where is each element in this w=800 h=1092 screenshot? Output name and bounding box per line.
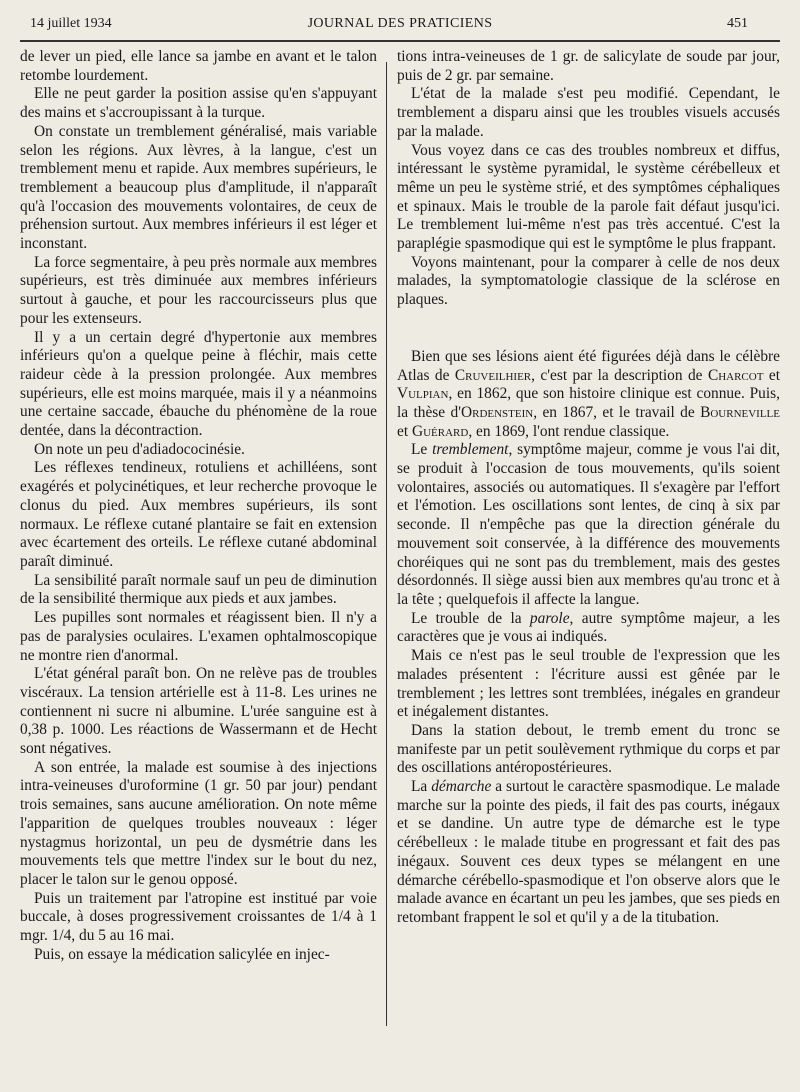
column-divider	[386, 62, 387, 1026]
paragraph: On note un peu d'adiadococinésie.	[34, 440, 245, 458]
journal-title: JOURNAL DES PRATICIENS	[307, 16, 493, 31]
page-header	[0, 0, 800, 40]
paragraph: La sensibilité paraît normale sauf un peu de diminution de la sensibilité thermique aux pieds et aux jambes.	[20, 571, 377, 608]
right-column	[397, 48, 780, 928]
paragraph: de lever un pied, elle lance sa jambe en avant et le talon retombe lourdement.	[20, 48, 377, 84]
paragraph-parole: Le trouble de la parole, autre symptôme majeur, a les caractères que je vous ai indiqués.	[397, 609, 780, 646]
paragraph: Puis, on essaye la médication salicylée en injec-	[34, 945, 330, 963]
paragraph: L'état de la malade s'est peu modifié. Cependant, le tremblement a disparu ainsi que les troubles visuels accusés par la malade.	[397, 85, 780, 140]
paragraph: Les réflexes tendineux, rotuliens et achilléens, sont exagérés et polycinétiques, et leur recherche provoque le clonus du pied. Aux membres supérieurs, ils sont normaux. Le réflexe cutané plantaire se fait en extension avec écartement des orteils. Le réflexe cutané abdominal paraît diminué.	[20, 459, 377, 570]
paragraph: L'état général paraît bon. On ne relève pas de troubles viscéraux. La tension artérielle est à 11-8. Les urines ne contiennent ni sucre ni albumine. L'urée sanguine est à 0,38 p. 1000. Les réactions de Wassermann et de Hecht sont négatives.	[20, 665, 377, 758]
author-name: Bourneville	[700, 403, 780, 421]
paragraph: A son entrée, la malade est soumise à des injections intra-veineuses d'uroformine (1 gr. 50 par jour) pendant trois semaines, sans aucune amélioration. On note même l'apparition de quelques troubles nouveaux : léger nystagmus horizontal, un peu de dysmétrie dans les mouvements tels que mettre l'index sur le bout du nez, placer le talon sur le genou opposé.	[20, 758, 377, 888]
paragraph: Les pupilles sont normales et réagissent bien. Il n'y a pas de paralysies oculaires. L'examen ophtalmoscopique ne montre rien d'anormal.	[20, 609, 377, 664]
paragraph-history: Bien que ses lésions aient été figurées déjà dans le célèbre Atlas de Cruveilhier, c'est par la description de Charcot et Vulpian, en 1862, que son histoire clinique est connue. Puis, la thèse d'Ordenstein, en 1867, et le travail de Bourneville et Guérard, en 1869, l'ont rendue classique.	[397, 347, 780, 440]
paragraph: Puis un traitement par l'atropine est institué par voie buccale, à doses progressivement croissantes de 1/4 à 1 mgr. 1/4, du 5 au 16 mai.	[20, 889, 377, 945]
header-rule	[20, 40, 780, 42]
author-name: Cruveilhier	[454, 366, 532, 384]
paragraph: Il y a un certain degré d'hypertonie aux membres inférieurs qu'on a quelque peine à fléchir, mais cette raideur cède à la pression prolongée. Aux membres supérieurs, elle est moins marquée, mais il y a néanmoins une certaine saccade, ébauche du phénomène de la roue dentée, dans la décontraction.	[20, 328, 377, 440]
keyword: parole	[529, 609, 570, 627]
left-column	[20, 48, 377, 964]
author-name: Vulpian	[397, 385, 449, 403]
paragraph-demarche: La démarche a surtout le caractère spasmodique. Le malade marche sur la pointe des pieds, il fait des pas courts, inégaux et se dandine. Un autre type de démarche est le type cérébelleux : le malade titube en progressant et fait des pas inégaux. Souvent ces deux types se mélangent en une démarche cérébello-spasmodique et l'on observe alors que le malade avance en écartant un peu les jambes, que ses pieds en retombant frappent le sol et qu'il y a de la titubation.	[397, 778, 780, 926]
paragraph: tions intra-veineuses de 1 gr. de salicylate de soude par jour, puis de 2 gr. par semaine.	[397, 48, 780, 84]
author-name: Guérard	[411, 422, 469, 440]
paragraph-tremblement: Le tremblement, symptôme majeur, comme je vous l'ai dit, se produit à l'occasion de tous mouvements, qu'ils soient volontaires, associés ou automatiques. Il s'exagère par l'effort et l'émotion. Les oscillations sont lentes, de cinq à six par seconde. Il n'empêche pas que la direction générale du mouvement soit conservée, à la différence des mouvements choréiques qui ne sont pas du tremblement, mais des gestes désordonnés. Il siège aussi bien aux membres qu'au tronc et à la tête ; quelquefois il affecte la langue.	[397, 441, 780, 608]
paragraph: Elle ne peut garder la position assise qu'en s'appuyant des mains et s'accroupissant à la turque.	[20, 85, 377, 122]
paragraph: Mais ce n'est pas le seul trouble de l'expression que les malades présentent : l'écriture aussi est gênée par le tremblement ; les lettres sont tremblées, inégales en grandeur et inégalement distantes.	[397, 647, 780, 721]
paragraph: On constate un tremblement généralisé, mais variable selon les régions. Aux lèvres, à la langue, c'est un tremblement menu et rapide. Aux membres supérieurs, le tremblement a beaucoup plus d'amplitude, il n'apparaît qu'à l'occasion des mouvements volontaires, de ceux de préhension surtout. Aux membres inférieurs il est léger et inconstant.	[20, 122, 377, 253]
paragraph: Voyons maintenant, pour la comparer à celle de nos deux malades, la symptomatologie classique de la sclérose en plaques.	[397, 253, 780, 309]
author-name: Ordenstein	[461, 403, 534, 421]
keyword: démarche	[431, 778, 492, 796]
paragraph: Vous voyez dans ce cas des troubles nombreux et diffus, intéressant le système pyramidal, le système cérébelleux et même un peu le système strié, et des symptômes céphaliques et spinaux. Mais le trouble de la parole fait défaut jusqu'ici. Le tremblement lui-même n'est pas très accentué. C'est la paraplégie spasmodique qui est le symptôme le plus frappant.	[397, 141, 780, 253]
header-date: 14 juillet 1934	[30, 16, 112, 31]
paragraph: La force segmentaire, à peu près normale aux membres supérieurs, est très diminuée aux membres inférieurs surtout à gauche, et pour les raccourcisseurs plus que pour les extenseurs.	[20, 253, 377, 327]
keyword: tremblement	[432, 441, 509, 459]
paragraph: Dans la station debout, le tremb ement du tronc se manifeste par un petit soulèvement rythmique du corps et par des oscillations antéropostérieures.	[397, 721, 780, 777]
author-name: Charcot	[707, 366, 764, 384]
page-number: 451	[727, 16, 748, 31]
